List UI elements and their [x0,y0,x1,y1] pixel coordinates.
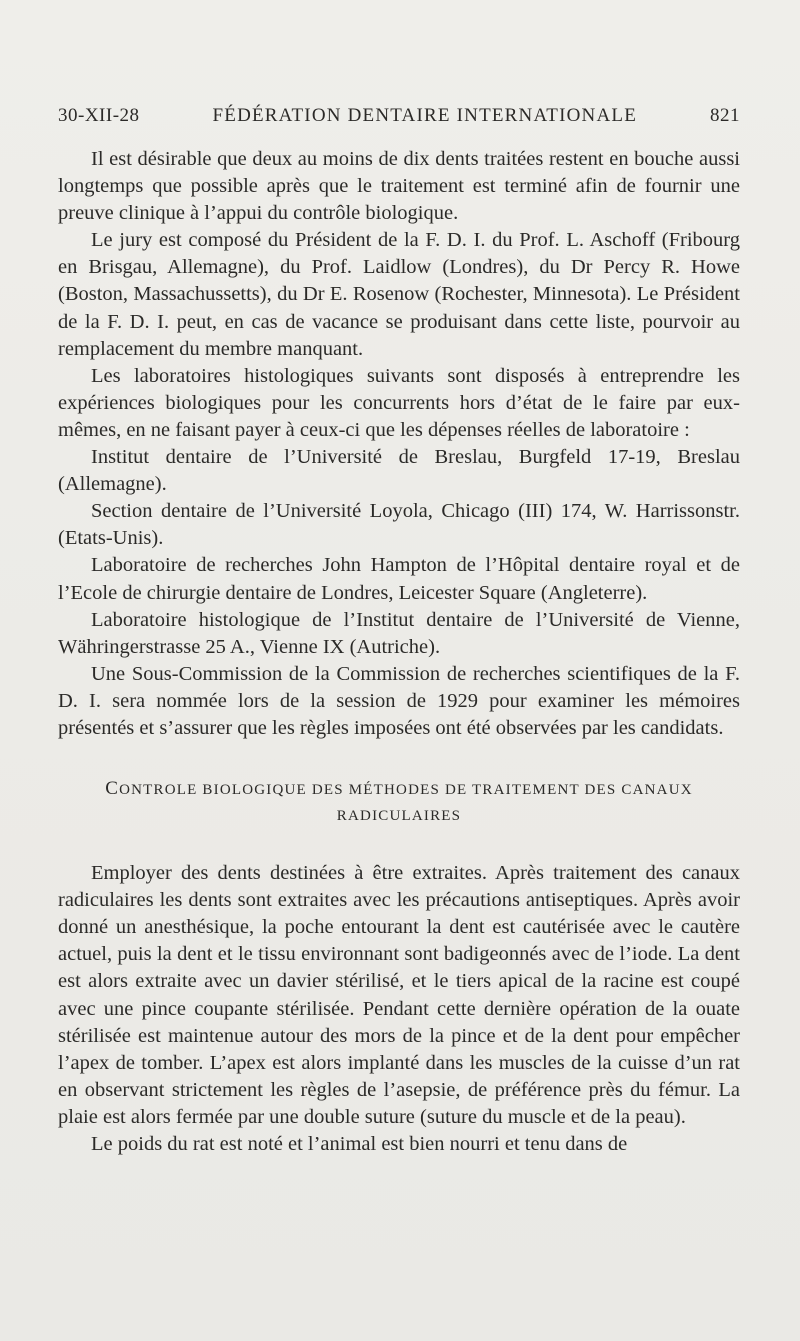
running-header [58,105,740,127]
section-heading [58,776,740,829]
page-number: 821 [709,105,740,126]
paragraph-dents-desirable: Il est désirable que deux au moins de dix dents traitées restent en bouche aussi longtemps que possible après que le traitement est terminé afin de fournir une preuve clinique à l’appui du contrôle biologique. [58,148,740,225]
header-date: 30-XII-28 [58,105,140,126]
header-title: FÉDÉRATION DENTAIRE INTERNATIONALE [212,105,638,126]
page-body [58,146,740,1158]
paragraph-laboratoires: Les laboratoires histologiques suivants sont disposés à entreprendre les expériences biologiques pour les concurrents hors d’état de le faire par eux-mêmes, en ne faisant payer à ceux-ci que les dépenses réelles de laboratoire : [58,364,740,441]
address-loyola: Section dentaire de l’Université Loyola, Chicago (III) 174, W. Harrissonstr. (Etats-Unis). [58,500,740,550]
section-heading-initial: C [105,778,120,800]
paragraph-jury: Le jury est composé du Président de la F. D. I. du Prof. L. Aschoff (Fribourg en Brisgau, Allemagne), du Prof. Laidlow (Londres), du Dr Percy R. Howe (Boston, Massachussetts), du Dr E. Rosenow (Rochester, Minnesota). Le Président de la F. D. I. peut, en cas de vacance se produisant dans cette liste, pourvoir au remplacement du membre manquant. [58,229,740,360]
section-heading-line2: RADICULAIRES [336,808,462,825]
paragraph-employer-dents: Employer des dents destinées à être extraites. Après traitement des canaux radiculaires les dents sont extraites avec les précautions antiseptiques. Après avoir donné un anesthésique, la poche entourant la dent est cautérisée avec le cautère actuel, puis la dent et le tissu environnant sont badigeonnés avec de l’iode. La dent est alors extraite avec un davier stérilisé, et le tiers apical de la racine est coupé avec une pince coupante stérilisée. Pendant cette dernière opération de la ouate stérilisée est maintenue autour des mors de la pince et de la dent pour empêcher l’apex de tomber. L’apex est alors implanté dans les muscles de la cuisse d’un rat en observant strictement les règles de l’asepsie, de préférence près du fémur. La plaie est alors fermée par une double suture (suture du muscle et de la peau). [58,862,740,1128]
paragraph-sous-commission: Une Sous-Commission de la Commission de recherches scientifiques de la F. D. I. sera nommée lors de la session de 1929 pour examiner les mémoires présentés et s’assurer que les règles imposées ont été observées par les candidats. [58,662,740,739]
section-heading-line1 [58,776,740,803]
address-londres: Laboratoire de recherches John Hampton de l’Hôpital dentaire royal et de l’Ecole de chirurgie dentaire de Londres, Leicester Square (Angleterre). [58,554,740,604]
paragraph-poids-rat: Le poids du rat est noté et l’animal est bien nourri et tenu dans de [91,1133,628,1155]
section-heading-line1-text: ONTROLE BIOLOGIQUE DES MÉTHODES DE TRAITEMENT DES CANAUX [119,782,693,799]
address-vienne: Laboratoire histologique de l’Institut dentaire de l’Université de Vienne, Währingerstrasse 25 A., Vienne IX (Autriche). [58,608,740,658]
address-breslau: Institut dentaire de l’Université de Breslau, Burgfeld 17-19, Breslau (Allemagne). [58,446,740,496]
